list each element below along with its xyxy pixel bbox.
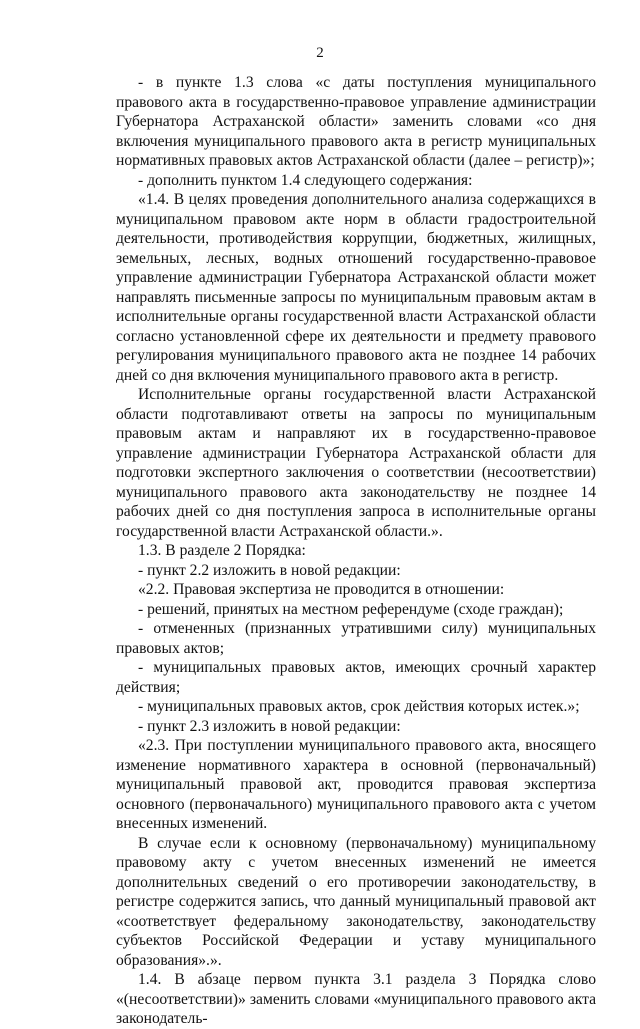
paragraph-2-3-new-edition: - пункт 2.3 изложить в новой редакции:: [138, 717, 401, 735]
paragraph-1-4-text: «1.4. В целях проведения дополнительного анализа содержащихся в муниципальном правовом акте норм в области градостроительной деятельности, противодействия коррупции, бюджетных, жилищных, земельных, лесных, водных отношений государственно-правовое управление администрации Губернатора Астраханской области может направлять письменные запросы по муниципальным правовым актам в исполнительные органы государственной власти Астраханской области согласно установленной сфере их деятельности и предмету правового регулирования муниципального правового акта не позднее 14 рабочих дней со дня включения муниципального правового акта в регистр.: [116, 191, 596, 384]
paragraph-2-3-text: «2.3. При поступлении муниципального правового акта, вносящего изменение нормативного характера в основной (первоначальный) муниципальный правовой акт, проводится правовая экспертиза основного (первоначального) муниципального правового акта с учетом внесенных изменений.: [116, 737, 596, 832]
page-number: 2: [316, 45, 324, 61]
paragraph-register-entry: В случае если к основному (первоначальному) муниципальному правовому акту с учетом внесенных изменений не имеется дополнительных сведений о его противоречии законодательству, в регистре содержится запись, что данный муниципальный правовой акт «соответствует федеральному законодательству, законодательству субъектов Российской Федерации и уставу муниципального образования».».: [116, 834, 596, 969]
paragraph-add-1-4: - дополнить пунктом 1.4 следующего содержания:: [138, 171, 473, 189]
list-item-referendum: - решений, принятых на местном референдуме (сходе граждан);: [138, 600, 564, 618]
paragraph-executive-bodies: Исполнительные органы государственной власти Астраханской области подготавливают ответы на запросы по муниципальным правовым актам и направляют их в государственно-правовое управление администрации Губернатора Астраханской области для подготовки экспертного заключения о соответствии (несоответствии) муниципального правового акта законодательству не позднее 14 рабочих дней со дня поступления запроса в исполнительные органы государственной власти Астраханской области.».: [116, 386, 596, 540]
list-item-urgent-acts: - муниципальных правовых актов, имеющих срочный характер действия;: [116, 659, 596, 696]
paragraph-2-2-new-edition: - пункт 2.2 изложить в новой редакции:: [138, 561, 401, 579]
list-item-cancelled-acts: - отмененных (признанных утратившими силу) муниципальных правовых актов;: [116, 620, 596, 657]
document-body: [116, 73, 596, 1029]
list-item-expired-acts: - муниципальных правовых актов, срок действия которых истек.»;: [138, 698, 580, 715]
paragraph-2-2-text: «2.2. Правовая экспертиза не проводится в отношении:: [138, 581, 505, 598]
paragraph-1-4-section-3: 1.4. В абзаце первом пункта 3.1 раздела 3 Порядка слово «(несоответствии)» заменить словами «муниципального правового акта законодатель-: [116, 971, 596, 1027]
paragraph-1-3-amendment: - в пункте 1.3 слова «с даты поступления муниципального правового акта в государственно-правовое управление администрации Губернатора Астраханской области» заменить словами «со дня включения муниципального правового акта в регистр муниципальных нормативных правовых актов Астраханской области (далее – регистр)»;: [116, 74, 596, 169]
paragraph-section-2: 1.3. В разделе 2 Порядка:: [138, 542, 306, 559]
